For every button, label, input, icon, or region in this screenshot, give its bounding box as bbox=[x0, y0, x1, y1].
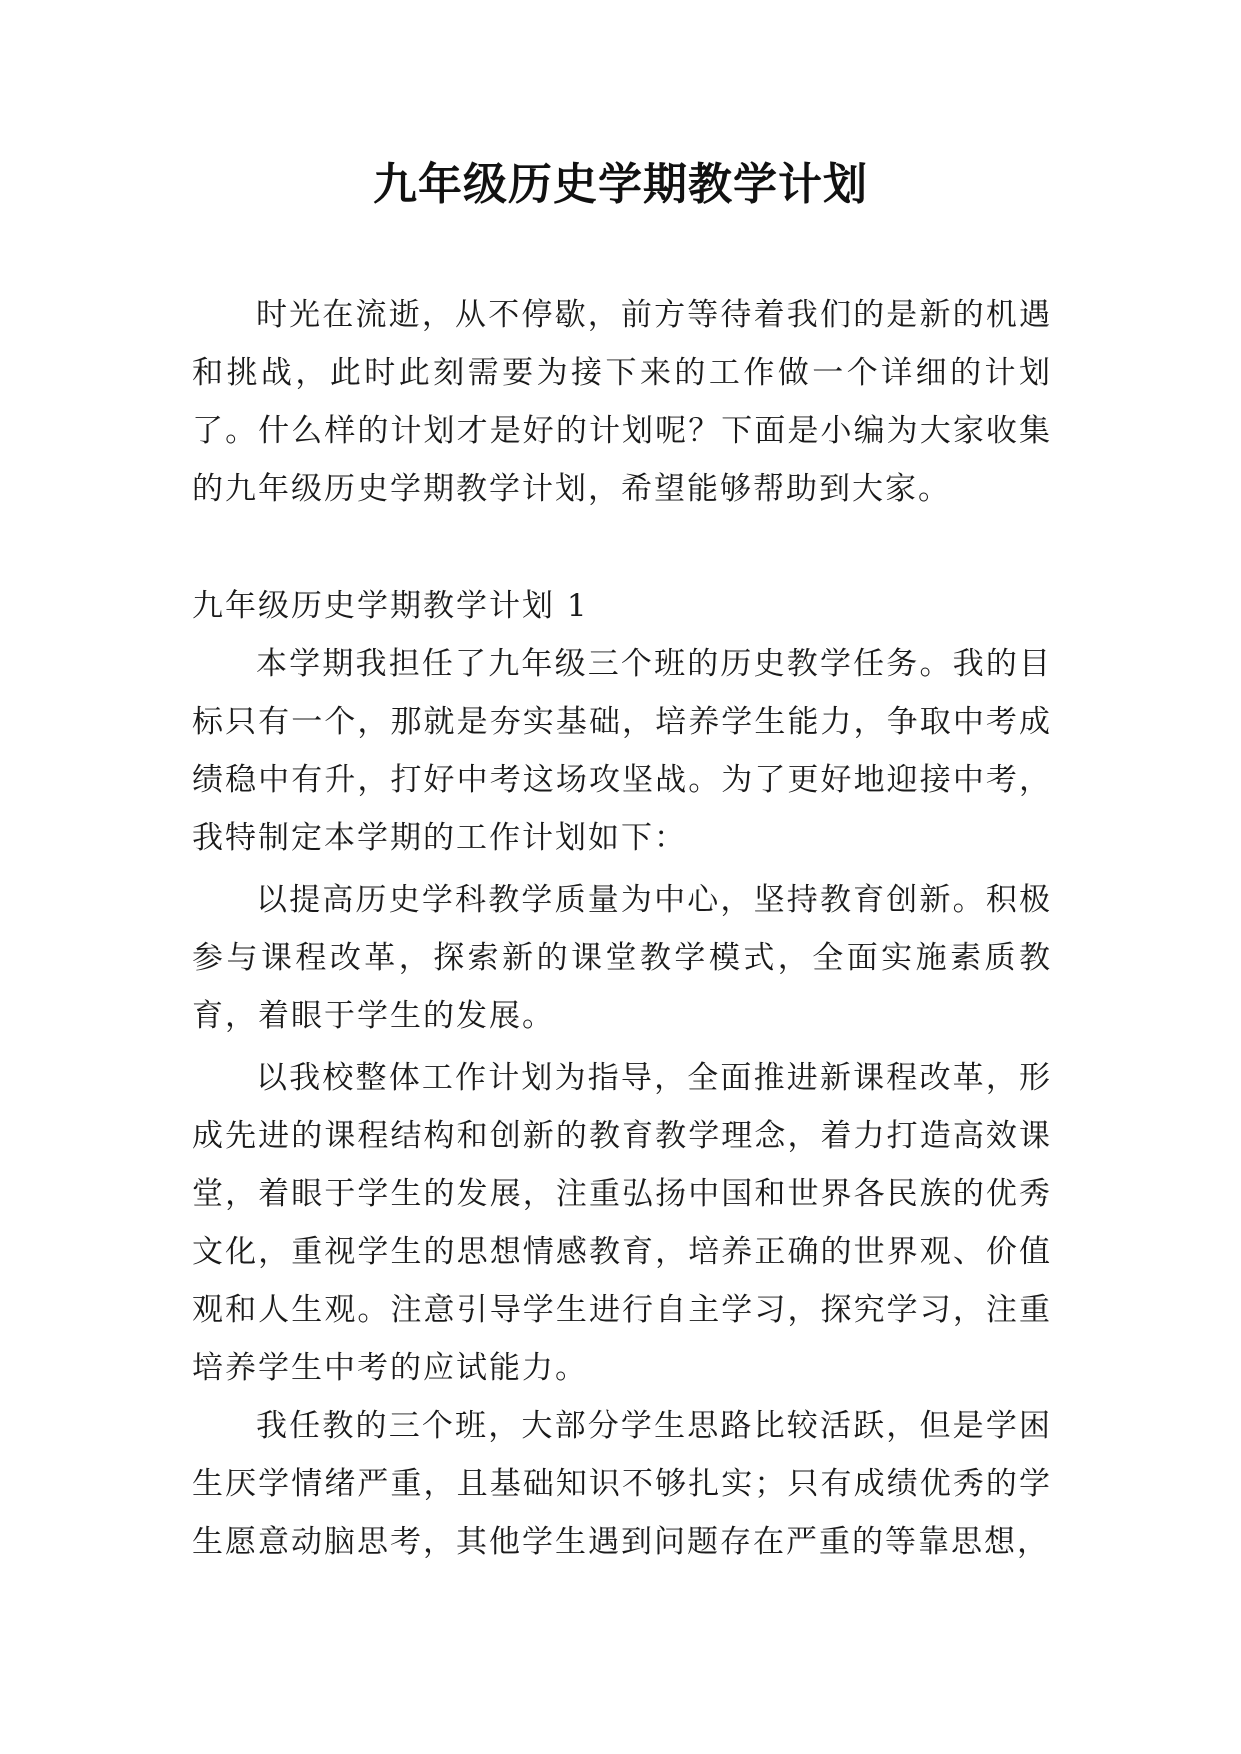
document-title: 九年级历史学期教学计划 bbox=[373, 159, 868, 210]
body-paragraph: 以提高历史学科教学质量为中心，坚持教育创新。积极参与课程改革，探索新的课堂教学模式，全面实施素质教育，着眼于学生的发展。 bbox=[192, 882, 1052, 1034]
body-paragraph: 我任教的三个班，大部分学生思路比较活跃，但是学困生厌学情绪严重，且基础知识不够扎实；只有成绩优秀的学生愿意动脑思考，其他学生遇到问题存在严重的等靠思想， bbox=[192, 1408, 1052, 1560]
section-heading: 九年级历史学期教学计划 1 bbox=[192, 588, 589, 624]
body-paragraph: 以我校整体工作计划为指导，全面推进新课程改革，形成先进的课程结构和创新的教育教学理念，着力打造高效课堂，着眼于学生的发展，注重弘扬中国和世界各民族的优秀文化，重视学生的思想情感教育，培养正确的世界观、价值观和人生观。注意引导学生进行自主学习，探究学习，注重培养学生中考的应试能力。 bbox=[192, 1060, 1052, 1386]
body-paragraph: 本学期我担任了九年级三个班的历史教学任务。我的目标只有一个，那就是夯实基础，培养学生能力，争取中考成绩稳中有升，打好中考这场攻坚战。为了更好地迎接中考，我特制定本学期的工作计划如下： bbox=[192, 646, 1052, 856]
intro-paragraph: 时光在流逝，从不停歇，前方等待着我们的是新的机遇和挑战，此时此刻需要为接下来的工作做一个详细的计划了。什么样的计划才是好的计划呢？下面是小编为大家收集的九年级历史学期教学计划，希望能够帮助到大家。 bbox=[192, 297, 1052, 507]
